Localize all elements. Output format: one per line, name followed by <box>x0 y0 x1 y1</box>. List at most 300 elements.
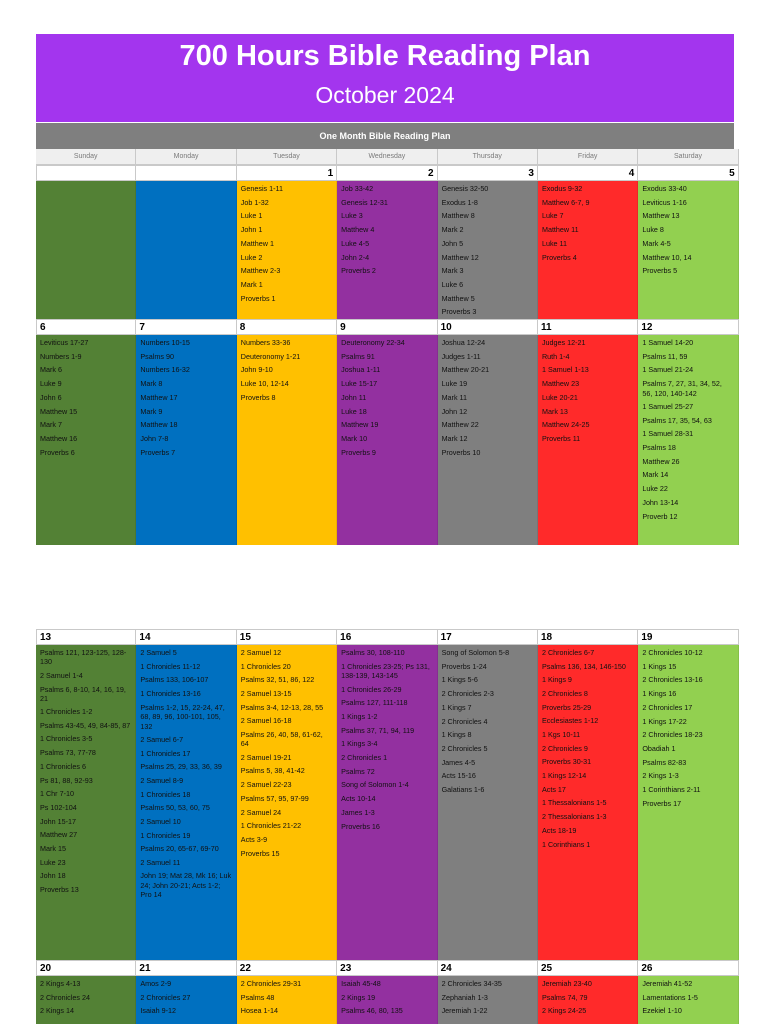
reading-item: Leviticus 1-16 <box>642 197 687 207</box>
calendar-day-cell <box>438 629 538 960</box>
reading-item: 1 Kings 3-4 <box>341 739 378 749</box>
reading-item: Amos 2-9 <box>140 979 172 988</box>
reading-item: Obadiah 1 <box>642 743 676 753</box>
reading-item: Matthew 11 <box>541 225 579 235</box>
calendar-day-cell <box>237 319 337 545</box>
reading-item: John 12 <box>441 406 468 416</box>
reading-item: 2 Kings 14 <box>40 1006 74 1016</box>
reading-item: Genesis 32-50 <box>441 184 489 193</box>
reading-item: Psalms 82-83 <box>642 757 687 767</box>
reading-item: 2 Chronicles 34-35 <box>441 979 502 988</box>
reading-item: John 13-14 <box>642 497 679 507</box>
reading-item: Proverbs 16 <box>341 821 380 831</box>
reading-item: Isaiah 45-48 <box>341 979 381 988</box>
reading-item: 1 Chronicles 17 <box>140 748 191 758</box>
reading-item: Matthew 17 <box>140 392 178 402</box>
reading-item: Luke 10, 12-14 <box>240 379 289 389</box>
reading-item: 2 Samuel 8-9 <box>140 775 184 785</box>
reading-list <box>638 335 738 545</box>
reading-item: Matthew 26 <box>642 456 680 466</box>
reading-item: Proverbs 10 <box>441 447 481 457</box>
reading-item: Mark 3 <box>441 266 464 276</box>
reading-item: Acts 3-9 <box>240 834 268 844</box>
calendar-day-cell <box>237 629 337 960</box>
weekday-tuesday: Tuesday <box>237 149 337 165</box>
reading-item: Psalms 57, 95, 97-99 <box>240 793 309 803</box>
reading-item: 1 Chronicles 1-2 <box>40 707 93 717</box>
reading-item: Mark 7 <box>40 420 62 430</box>
reading-item: Psalms 73, 77-78 <box>40 748 96 758</box>
reading-item: 2 Samuel 13-15 <box>240 689 292 699</box>
reading-item: Luke 8 <box>642 225 664 235</box>
reading-item: 1 Chronicles 20 <box>240 661 291 671</box>
reading-list <box>136 976 236 1024</box>
reading-item: Matthew 18 <box>140 420 178 430</box>
reading-item: Proverb 12 <box>642 511 678 521</box>
reading-list <box>538 976 638 1024</box>
reading-item: 2 Chronicles 10-12 <box>642 648 703 657</box>
reading-item: 2 Samuel 10 <box>140 816 181 826</box>
reading-item: Jeremiah 41-52 <box>642 979 693 988</box>
reading-item: 2 Samuel 24 <box>240 807 282 817</box>
reading-item: Luke 15-17 <box>341 379 378 389</box>
reading-item: 1 Samuel 1-13 <box>541 365 589 375</box>
reading-item: Luke 18 <box>341 406 367 416</box>
reading-item: Luke 19 <box>441 379 468 389</box>
reading-item: 2 Chronicles 29-31 <box>240 979 302 988</box>
reading-item: 1 Chronicles 11-12 <box>140 661 201 671</box>
reading-item: Psalms 26, 40, 58, 61-62, 64 <box>240 729 325 749</box>
reading-item: Acts 17 <box>541 784 566 794</box>
calendar-day-cell <box>36 629 136 960</box>
reading-list <box>36 645 136 960</box>
reading-item: Psalms 1-2, 15, 22-24, 47, 68, 89, 96, 100-101, 105, 132 <box>140 702 227 731</box>
reading-list <box>638 976 738 1024</box>
weekday-header-row <box>36 149 739 165</box>
reading-item: John 11 <box>341 392 367 402</box>
reading-item: Matthew 19 <box>341 420 379 430</box>
reading-list <box>237 976 337 1024</box>
reading-item: Proverbs 30-31 <box>541 757 592 767</box>
day-number: 5 <box>638 165 738 181</box>
reading-item: Luke 9 <box>40 379 62 389</box>
reading-item: John 5 <box>441 238 464 248</box>
reading-item: Proverbs 1 <box>240 293 276 303</box>
reading-list <box>237 645 337 960</box>
reading-list <box>538 335 638 545</box>
reading-item: John 15-17 <box>40 816 76 826</box>
reading-item: 1 Corinthians 1 <box>541 839 591 849</box>
reading-item: 2 Kings 1-3 <box>642 771 679 781</box>
reading-item: 1 Chr 7-10 <box>40 789 74 799</box>
reading-item: Genesis 1-11 <box>240 184 283 193</box>
reading-item: Psalms 46, 80, 135 <box>341 1006 403 1016</box>
calendar-day-cell <box>337 629 437 960</box>
reading-item: Psalms 3-4, 12-13, 28, 55 <box>240 702 324 712</box>
reading-item: Exodus 9-32 <box>541 184 583 193</box>
reading-item: Hosea 1-14 <box>240 1006 278 1016</box>
reading-item: Mark 12 <box>441 433 468 443</box>
calendar-day-cell <box>136 319 236 545</box>
reading-item: Luke 7 <box>541 211 564 221</box>
reading-item: Psalms 11, 59 <box>642 351 688 361</box>
reading-item: Mark 13 <box>541 406 568 416</box>
reading-item: 1 Kings 5-6 <box>441 675 478 685</box>
day-number: 17 <box>438 629 538 645</box>
day-number: 15 <box>237 629 337 645</box>
reading-item: Lamentations 1-5 <box>642 992 698 1002</box>
calendar-day-cell <box>538 629 638 960</box>
reading-item: Mark 8 <box>140 379 163 389</box>
day-number: 9 <box>337 319 437 335</box>
reading-item: 1 Chronicles 26-29 <box>341 684 402 694</box>
calendar-week-4 <box>36 960 739 1024</box>
reading-item: 2 Thessalonians 1-3 <box>541 812 607 822</box>
reading-item: Joshua 1-11 <box>341 365 381 375</box>
reading-item: Proverbs 8 <box>240 392 276 402</box>
day-number: 14 <box>136 629 236 645</box>
day-number: 12 <box>638 319 738 335</box>
reading-list <box>438 976 538 1024</box>
reading-item: Proverbs 4 <box>541 252 577 262</box>
reading-item: Psalms 50, 53, 60, 75 <box>140 803 210 813</box>
reading-item: Job 33-42 <box>341 184 374 193</box>
reading-list <box>36 976 136 1024</box>
weekday-wednesday: Wednesday <box>337 149 437 165</box>
reading-list <box>337 976 437 1024</box>
reading-item: Galatians 1-6 <box>441 785 485 795</box>
day-number: 24 <box>438 960 538 976</box>
reading-item: 2 Chronicles 4 <box>441 716 488 726</box>
reading-item: Proverbs 2 <box>341 266 376 276</box>
day-number: 7 <box>136 319 236 335</box>
reading-item: James 4-5 <box>441 757 476 767</box>
calendar-day-cell <box>36 319 136 545</box>
reading-item: 2 Samuel 5 <box>140 648 177 657</box>
reading-item: 1 Kings 16 <box>642 689 677 699</box>
reading-item: Matthew 27 <box>40 830 78 840</box>
reading-item: Matthew 8 <box>441 211 475 221</box>
reading-item: Matthew 13 <box>642 211 680 221</box>
reading-item: 1 Corinthians 2-11 <box>642 785 701 795</box>
reading-item: 1 Kgs 10-11 <box>541 729 581 739</box>
calendar-day-cell <box>237 960 337 1024</box>
reading-item: Luke 4-5 <box>341 238 370 248</box>
reading-item: Exodus 1-8 <box>441 197 478 207</box>
calendar-day-cell <box>638 319 738 545</box>
reading-item: Luke 6 <box>441 279 464 289</box>
reading-item: Song of Solomon 1-4 <box>341 780 409 790</box>
reading-item: Mark 11 <box>441 392 467 402</box>
reading-item: Joshua 12-24 <box>441 338 486 347</box>
reading-item: Acts 18-19 <box>541 825 577 835</box>
reading-item: Luke 23 <box>40 857 66 867</box>
reading-item: Matthew 12 <box>441 252 479 262</box>
day-number: 26 <box>638 960 738 976</box>
calendar-day-cell <box>337 319 437 545</box>
weekday-friday: Friday <box>538 149 638 165</box>
reading-item: 1 Chronicles 21-22 <box>240 821 302 831</box>
reading-item: Matthew 15 <box>40 406 78 416</box>
calendar-day-cell <box>36 960 136 1024</box>
reading-item: Psalms 17, 35, 54, 63 <box>642 415 712 425</box>
weekday-sunday: Sunday <box>36 149 136 165</box>
reading-item: Mark 9 <box>140 406 163 416</box>
reading-item: Numbers 16-32 <box>140 365 190 375</box>
plan-header <box>36 34 734 122</box>
reading-item: 1 Chronicles 6 <box>40 761 86 771</box>
reading-item: 2 Samuel 11 <box>140 857 181 867</box>
reading-item: Jeremiah 1-22 <box>441 1006 488 1016</box>
reading-item: 2 Chronicles 24 <box>40 992 90 1002</box>
reading-item: Leviticus 17-27 <box>40 338 89 347</box>
reading-item: Matthew 1 <box>240 238 274 248</box>
reading-item: Proverbs 13 <box>40 885 79 895</box>
day-number: 19 <box>638 629 738 645</box>
reading-item: Psalms 91 <box>341 351 375 361</box>
reading-item: Matthew 16 <box>40 433 78 443</box>
reading-item: 1 Kings 9 <box>541 675 572 685</box>
reading-item: Psalms 5, 38, 41-42 <box>240 766 305 776</box>
reading-item: John 18 <box>40 871 66 881</box>
reading-item: John 1 <box>240 225 263 235</box>
reading-item: Mark 4-5 <box>642 238 671 248</box>
reading-list <box>438 335 538 545</box>
reading-item: Matthew 6-7, 9 <box>541 197 590 207</box>
calendar-week-2 <box>36 319 739 545</box>
weekday-thursday: Thursday <box>438 149 538 165</box>
reading-list <box>36 335 136 545</box>
reading-item: 1 Kings 7 <box>441 702 472 712</box>
reading-item: Judges 12-21 <box>541 338 586 347</box>
day-number: 2 <box>337 165 437 181</box>
weekday-saturday: Saturday <box>638 149 738 165</box>
day-number: 20 <box>36 960 136 976</box>
reading-item: Mark 6 <box>40 365 62 375</box>
reading-item: 1 Kings 17-22 <box>642 716 687 726</box>
reading-item: Matthew 5 <box>441 293 475 303</box>
reading-item: Proverbs 11 <box>541 433 581 443</box>
reading-item: Ruth 1-4 <box>541 351 570 361</box>
reading-item: Isaiah 9-12 <box>140 1006 176 1016</box>
reading-item: John 7-8 <box>140 433 169 443</box>
reading-item: Ecclesiastes 1-12 <box>541 716 599 726</box>
calendar-day-cell <box>638 629 738 960</box>
reading-item: 1 Samuel 25-27 <box>642 401 694 411</box>
reading-item: 2 Chronicles 17 <box>642 702 693 712</box>
reading-item: Proverbs 5 <box>642 266 678 276</box>
reading-list <box>237 335 337 545</box>
reading-item: Psalms 32, 51, 86, 122 <box>240 675 315 685</box>
reading-item: Proverbs 15 <box>240 848 280 858</box>
day-number: 18 <box>538 629 638 645</box>
reading-item: Matthew 4 <box>341 225 375 235</box>
reading-item: 1 Kings 12-14 <box>541 771 587 781</box>
reading-item: 1 Thessalonians 1-5 <box>541 798 607 808</box>
reading-item: 1 Chronicles 13-16 <box>140 689 201 699</box>
reading-item: 1 Chronicles 23-25; Ps 131, 138-139, 143-145 <box>341 661 432 681</box>
reading-item: Matthew 23 <box>541 379 580 389</box>
reading-item: 2 Chronicles 2-3 <box>441 689 494 699</box>
reading-item: John 2-4 <box>341 252 370 262</box>
reading-item: Numbers 10-15 <box>140 338 190 347</box>
reading-item: Ezekiel 1-10 <box>642 1006 682 1016</box>
reading-item: Acts 15-16 <box>441 771 476 781</box>
reading-list <box>136 645 236 960</box>
reading-item: Psalms 25, 29, 33, 36, 39 <box>140 762 222 772</box>
reading-item: Luke 20-21 <box>541 392 578 402</box>
reading-item: Psalms 72 <box>341 766 375 776</box>
reading-item: Psalms 127, 111-118 <box>341 698 408 708</box>
day-number: 10 <box>438 319 538 335</box>
reading-item: Luke 3 <box>341 211 363 221</box>
day-number: 1 <box>237 165 337 181</box>
reading-item: Ps 102-104 <box>40 802 77 812</box>
reading-item: Numbers 1-9 <box>40 351 82 361</box>
reading-item: Psalms 74, 79 <box>541 992 588 1002</box>
reading-item: Deuteronomy 1-21 <box>240 351 301 361</box>
reading-list <box>337 645 437 960</box>
reading-item: 2 Samuel 22-23 <box>240 780 292 790</box>
reading-item: 1 Samuel 21-24 <box>642 365 694 375</box>
reading-item: Psalms 133, 106-107 <box>140 675 209 685</box>
reading-item: Proverbs 3 <box>441 307 477 317</box>
reading-item: Exodus 33-40 <box>642 184 687 193</box>
reading-item: Matthew 10, 14 <box>642 252 692 262</box>
reading-item: Mark 1 <box>240 279 263 289</box>
reading-item: 1 Kings 1-2 <box>341 711 378 721</box>
reading-item: 2 Samuel 19-21 <box>240 752 292 762</box>
day-number: 25 <box>538 960 638 976</box>
reading-item: 2 Chronicles 13-16 <box>642 675 703 685</box>
calendar-day-cell <box>337 960 437 1024</box>
reading-item: John 19; Mat 28, Mk 16; Luk 24; John 20-21; Acts 1-2; Pro 14 <box>140 871 234 900</box>
page-title: 700 Hours Bible Reading Plan <box>179 40 591 72</box>
reading-list <box>538 645 638 960</box>
reading-item: 1 Samuel 28-31 <box>642 429 694 439</box>
reading-item: 2 Chronicles 9 <box>541 743 588 753</box>
reading-item: 1 Kings 8 <box>441 730 472 740</box>
reading-item: Psalms 6, 8-10, 14, 16, 19, 21 <box>40 684 128 703</box>
day-number: 8 <box>237 319 337 335</box>
reading-item: Psalms 121, 123-125, 128-130 <box>40 648 127 667</box>
reading-item: Proverbs 1-24 <box>441 661 487 671</box>
reading-list <box>136 335 236 545</box>
calendar-day-cell <box>438 319 538 545</box>
calendar-day-cell <box>638 960 738 1024</box>
reading-item: 2 Chronicles 18-23 <box>642 730 703 740</box>
plan-subheader: One Month Bible Reading Plan <box>36 123 734 149</box>
reading-item: John 6 <box>40 392 62 402</box>
reading-item: Psalms 7, 27, 31, 34, 52, 56, 120, 140-142 <box>642 379 724 398</box>
reading-item: Deuteronomy 22-34 <box>341 338 405 347</box>
reading-item: 1 Kings 15 <box>642 661 677 671</box>
reading-item: Matthew 2-3 <box>240 266 281 276</box>
calendar-day-cell <box>136 960 236 1024</box>
day-number: 3 <box>438 165 538 181</box>
reading-item: Mark 10 <box>341 433 368 443</box>
reading-item: 2 Kings 24-25 <box>541 1006 587 1016</box>
month-subtitle: October 2024 <box>315 82 455 108</box>
reading-item: Psalms 136, 134, 146-150 <box>541 661 626 671</box>
reading-item: Psalms 37, 71, 94, 119 <box>341 725 415 735</box>
reading-item: Matthew 24-25 <box>541 420 590 430</box>
reading-item: Luke 2 <box>240 252 263 262</box>
day-number: 11 <box>538 319 638 335</box>
day-number: 6 <box>36 319 136 335</box>
day-number: 16 <box>337 629 437 645</box>
reading-item: 1 Chronicles 18 <box>140 789 191 799</box>
reading-item: 2 Samuel 16-18 <box>240 716 292 726</box>
reading-item: Proverbs 25-29 <box>541 702 592 712</box>
reading-item: Genesis 12-31 <box>341 197 388 207</box>
reading-item: Proverbs 9 <box>341 447 376 457</box>
calendar-day-cell <box>538 960 638 1024</box>
reading-item: Proverbs 17 <box>642 798 682 808</box>
reading-item: Proverbs 6 <box>40 447 75 457</box>
reading-item: 2 Samuel 6-7 <box>140 735 184 745</box>
reading-item: Matthew 20-21 <box>441 365 490 375</box>
reading-item: Mark 15 <box>40 844 66 854</box>
reading-list <box>438 645 538 960</box>
reading-item: Job 1-32 <box>240 197 269 207</box>
reading-item: Mark 2 <box>441 225 464 235</box>
reading-item: Psalms 48 <box>240 992 275 1002</box>
reading-item: 2 Chronicles 1 <box>341 753 388 763</box>
reading-item: John 9-10 <box>240 365 273 375</box>
reading-item: 2 Chronicles 6-7 <box>541 648 595 657</box>
reading-item: 2 Chronicles 5 <box>441 743 488 753</box>
reading-item: James 1-3 <box>341 807 375 817</box>
weekday-monday: Monday <box>136 149 236 165</box>
reading-list <box>638 645 738 960</box>
reading-item: 1 Chronicles 19 <box>140 830 191 840</box>
reading-item: Jeremiah 23-40 <box>541 979 592 988</box>
reading-item: Zephaniah 1-3 <box>441 992 488 1002</box>
reading-list <box>337 335 437 545</box>
reading-item: 2 Samuel 1-4 <box>40 670 83 680</box>
day-number: 22 <box>237 960 337 976</box>
reading-item: Psalms 43-45, 49, 84-85, 87 <box>40 721 131 731</box>
reading-item: 2 Kings 19 <box>341 992 376 1002</box>
reading-item: Acts 10-14 <box>341 794 376 804</box>
reading-item: Psalms 20, 65-67, 69-70 <box>140 844 219 854</box>
reading-item: Ps 81, 88, 92-93 <box>40 775 93 785</box>
day-number: 4 <box>538 165 638 181</box>
reading-item: Psalms 90 <box>140 351 174 361</box>
reading-item: Judges 1-11 <box>441 351 481 361</box>
reading-item: Song of Solomon 5-8 <box>441 648 510 657</box>
calendar-week-3 <box>36 629 739 960</box>
reading-item: Numbers 33-36 <box>240 338 291 347</box>
reading-item: Luke 1 <box>240 211 263 221</box>
reading-item: Luke 22 <box>642 484 668 494</box>
reading-item: 2 Kings 4-13 <box>40 979 81 988</box>
reading-item: 2 Chronicles 27 <box>140 992 191 1002</box>
reading-item: 2 Chronicles 8 <box>541 688 588 698</box>
reading-item: Matthew 22 <box>441 420 479 430</box>
day-number: 13 <box>36 629 136 645</box>
calendar-day-cell <box>438 960 538 1024</box>
day-number: 23 <box>337 960 437 976</box>
reading-item: Psalms 18 <box>642 443 676 453</box>
reading-item: Mark 14 <box>642 470 669 480</box>
reading-item: 1 Chronicles 3-5 <box>40 734 93 744</box>
day-number: 21 <box>136 960 236 976</box>
reading-item: 1 Samuel 14-20 <box>642 338 694 347</box>
calendar-day-cell <box>136 629 236 960</box>
reading-item: Psalms 30, 108-110 <box>341 648 405 657</box>
